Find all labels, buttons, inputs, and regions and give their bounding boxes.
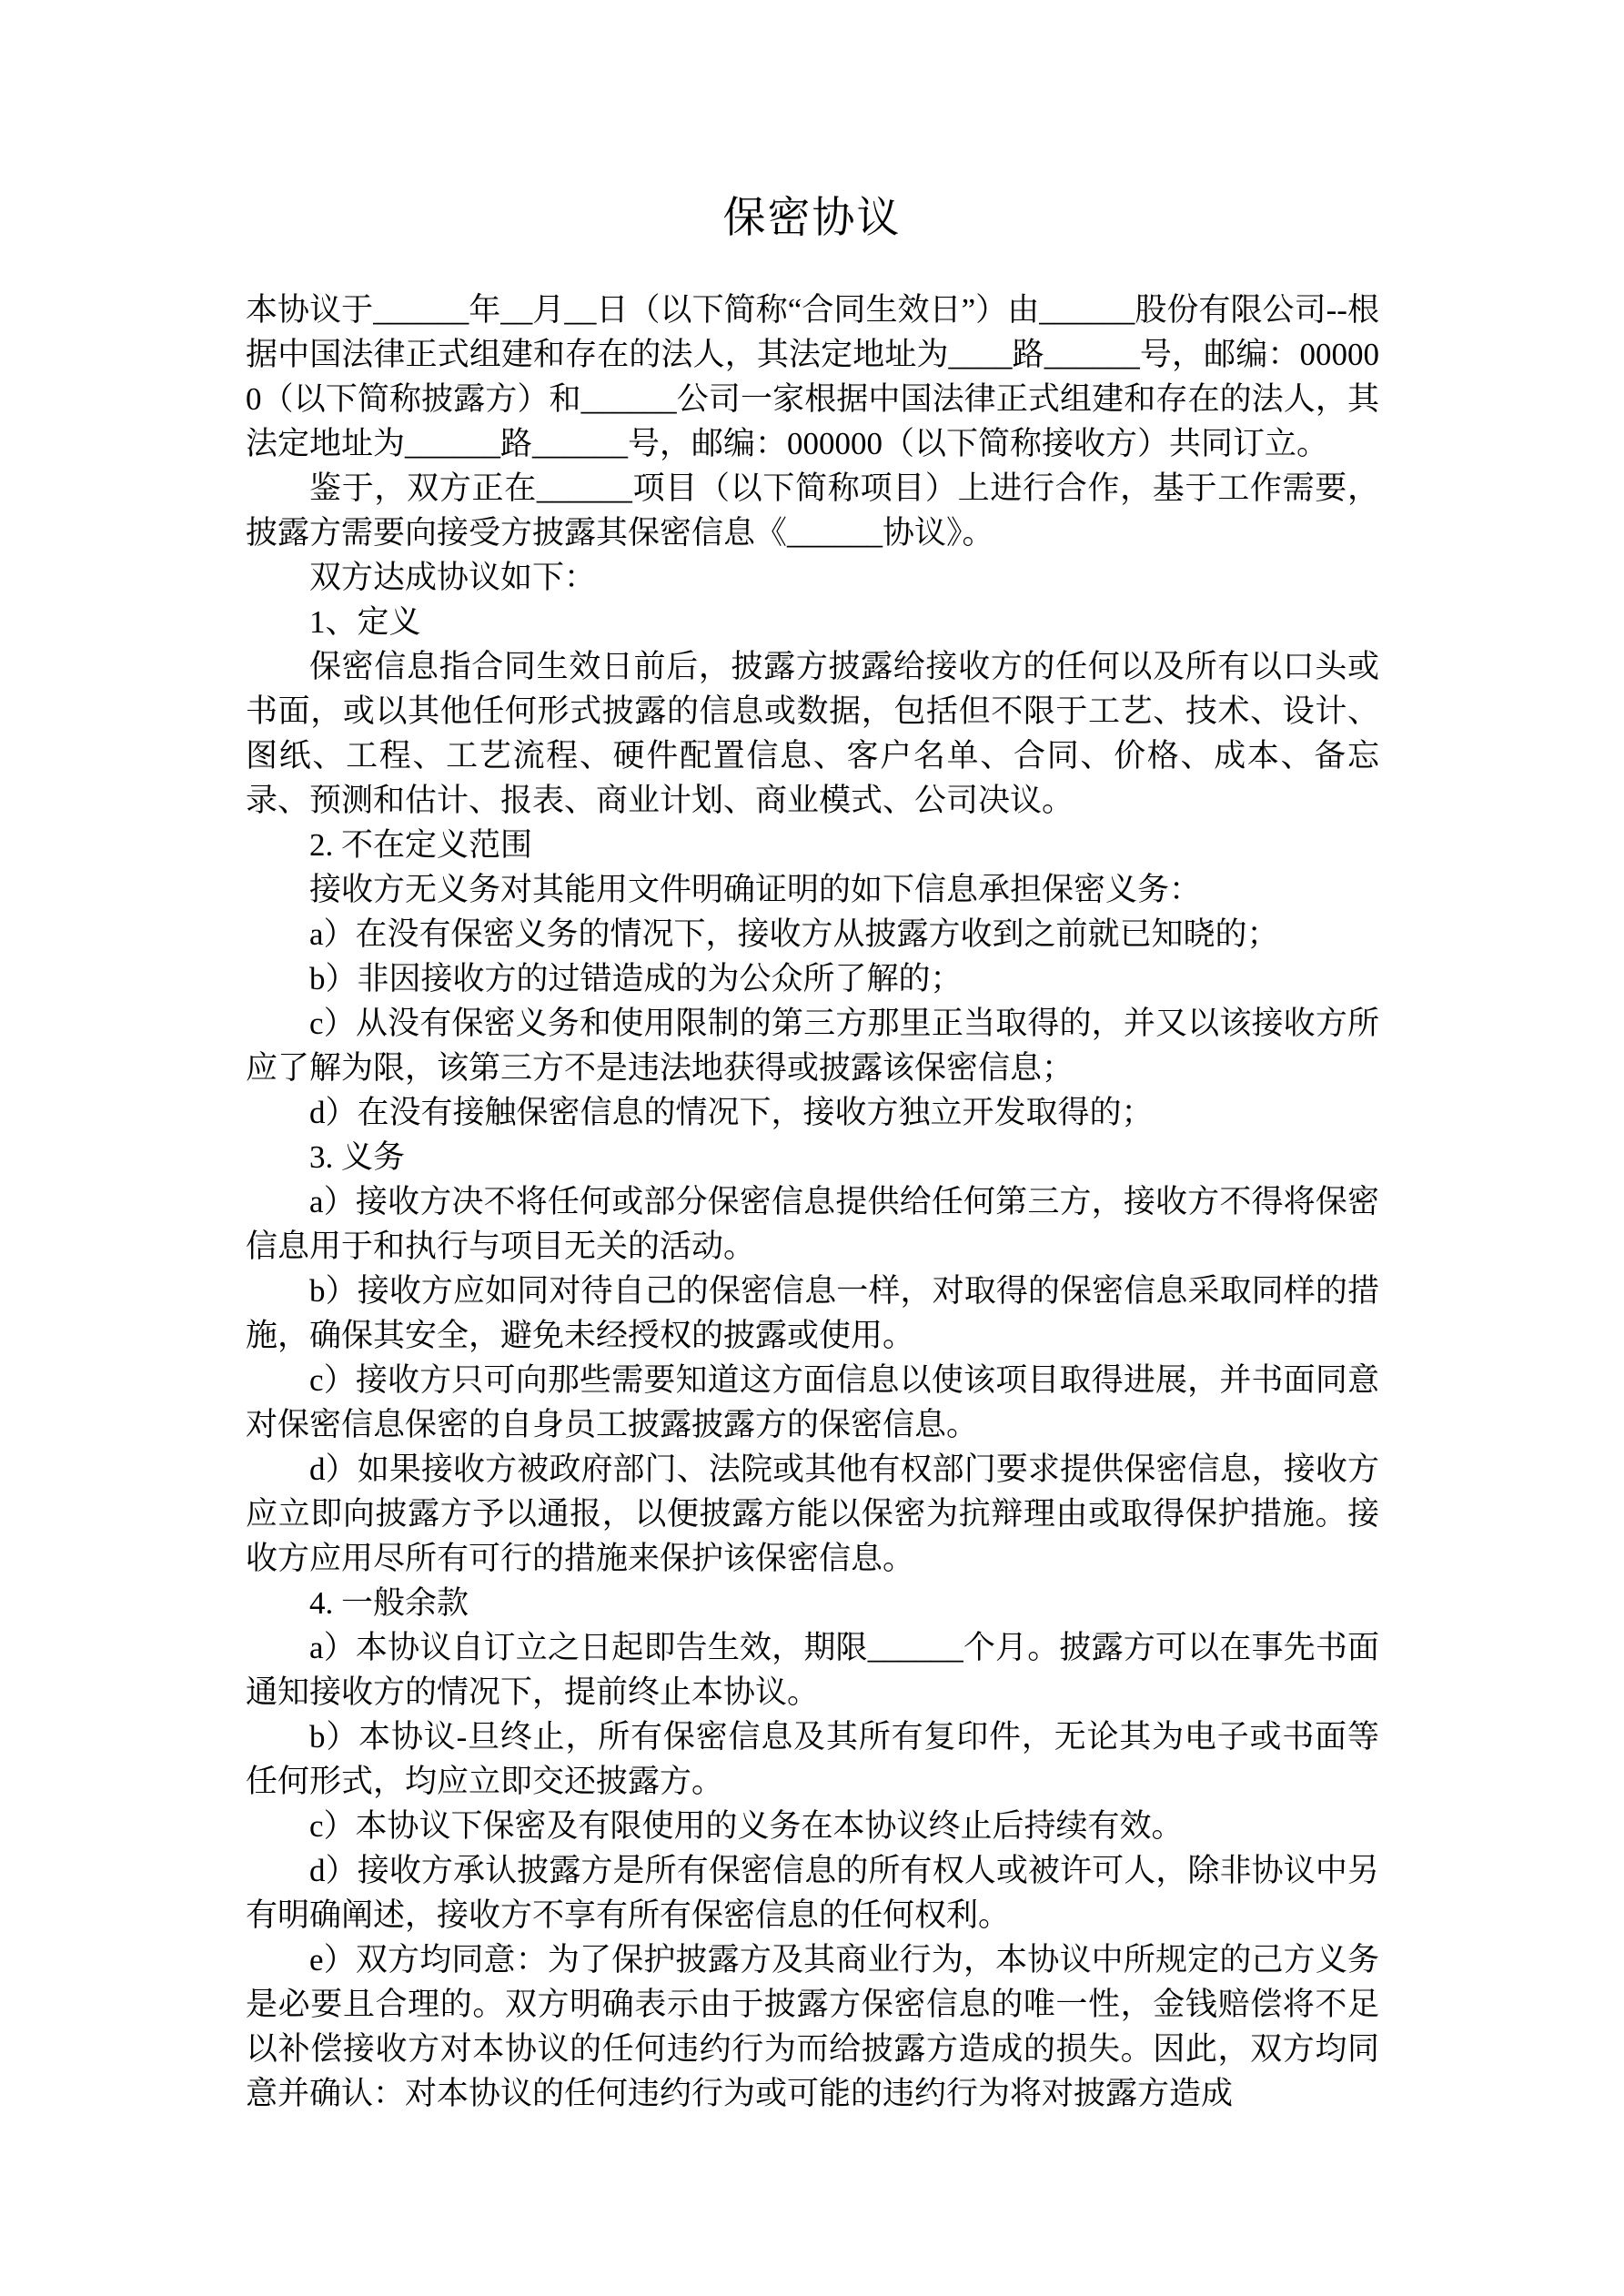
paragraph: 保密信息指合同生效日前后，披露方披露给接收方的任何以及所有以口头或书面，或以其他任何形式披露的信息或数据，包括但不限于工艺、技术、设计、图纸、工程、工艺流程、硬件配置信息、客户名单、合同、价格、成本、备忘录、预测和估计、报表、商业计划、商业模式、公司决议。: [246, 649, 1379, 818]
paragraph: a）本协议自订立之日起即告生效，期限______个月。披露方可以在事先书面通知接收方的情况下，提前终止本协议。: [246, 1630, 1379, 1710]
paragraph: 鉴于，双方正在______项目（以下简称项目）上进行合作，基于工作需要，披露方需要向接受方披露其保密信息《______协议》。: [246, 470, 1379, 551]
paragraph: c）接收方只可向那些需要知道这方面信息以使该项目取得进展，并书面同意对保密信息保密的自身员工披露披露方的保密信息。: [246, 1362, 1379, 1442]
paragraph: 接收方无义务对其能用文件明确证明的如下信息承担保密义务：: [309, 872, 1202, 907]
paragraph: 1、定义: [309, 604, 421, 640]
paragraph: 4. 一般余款: [309, 1585, 469, 1621]
paragraph: b）接收方应如同对待自己的保密信息一样，对取得的保密信息采取同样的措施，确保其安全，避免未经授权的披露或使用。: [246, 1273, 1379, 1353]
paragraph: e）双方均同意：为了保护披露方及其商业行为，本协议中所规定的己方义务是必要且合理的。双方明确表示由于披露方保密信息的唯一性，金钱赔偿将不足以补偿接收方对本协议的任何违约行为而给披露方造成的损失。因此，双方均同意并确认：对本协议的任何违约行为或可能的违约行为将对披露方造成: [246, 1942, 1379, 2111]
paragraph: d）在没有接触保密信息的情况下，接收方独立开发取得的；: [309, 1095, 1154, 1130]
paragraph: b）本协议-旦终止，所有保密信息及其所有复印件，无论其为电子或书面等任何形式，均应立即交还披露方。: [246, 1719, 1379, 1799]
paragraph: d）接收方承认披露方是所有保密信息的所有权人或被许可人，除非协议中另有明确阐述，接收方不享有所有保密信息的任何权利。: [246, 1853, 1379, 1933]
paragraph: 双方达成协议如下：: [309, 560, 597, 595]
document-body: [246, 288, 1379, 2116]
paragraph: 本协议于______年__月__日（以下简称“合同生效日”）由______股份有限公司--根据中国法律正式组建和存在的法人，其法定地址为____路______号，邮编：000000（以下简称披露方）和______公司一家根据中国法律正式组建和存在的法人，其法定地址为______路______号，邮编：000000（以下简称接收方）共同订立。: [246, 292, 1379, 461]
paragraph: a）在没有保密义务的情况下，接收方从披露方收到之前就已知晓的；: [309, 916, 1279, 952]
paragraph: c）从没有保密义务和使用限制的第三方那里正当取得的，并又以该接收方所应了解为限，该第三方不是违法地获得或披露该保密信息；: [246, 1006, 1379, 1086]
paragraph: b）非因接收方的过错造成的为公众所了解的；: [309, 961, 963, 996]
paragraph: a）接收方决不将任何或部分保密信息提供给任何第三方，接收方不得将保密信息用于和执行与项目无关的活动。: [246, 1184, 1379, 1264]
paragraph: c）本协议下保密及有限使用的义务在本协议终止后持续有效。: [309, 1808, 1184, 1844]
paragraph: 2. 不在定义范围: [309, 827, 533, 863]
paragraph: d）如果接收方被政府部门、法院或其他有权部门要求提供保密信息，接收方应立即向披露方予以通报，以便披露方能以保密为抗辩理由或取得保护措施。接收方应用尽所有可行的措施来保护该保密信息。: [246, 1451, 1379, 1576]
document-title: 保密协议: [722, 195, 902, 242]
paragraph: 3. 义务: [309, 1139, 406, 1175]
